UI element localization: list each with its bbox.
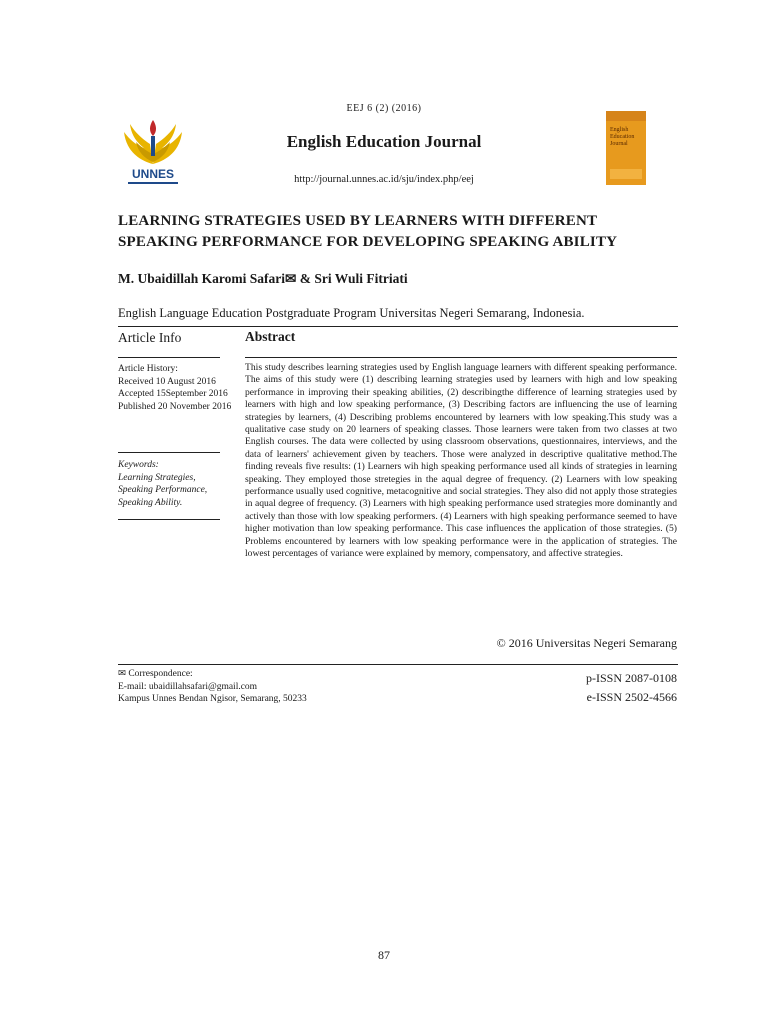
issn-block: [520, 669, 677, 707]
keyword: Speaking Performance,: [118, 485, 208, 495]
svg-text:UNNES: UNNES: [131, 167, 175, 181]
history-label: Article History:: [118, 364, 178, 374]
article-history: [118, 363, 233, 413]
copyright: © 2016 Universitas Negeri Semarang: [496, 636, 677, 650]
journal-url[interactable]: http://journal.unnes.ac.id/sju/index.php/eej: [294, 174, 474, 185]
e-issn: e-ISSN 2502-4566: [586, 690, 677, 704]
divider: [118, 519, 220, 520]
keyword: Speaking Ability.: [118, 497, 183, 508]
page-number: 87: [378, 948, 390, 962]
journal-cover-image: [606, 111, 646, 185]
journal-title: English Education Journal: [286, 132, 482, 151]
unnes-logo: [120, 112, 186, 188]
affiliation: English Language Education Postgraduate Program Universitas Negeri Semarang, Indonesia.: [118, 306, 585, 320]
p-issn: p-ISSN 2087-0108: [585, 671, 677, 685]
divider: [118, 452, 220, 453]
svg-text:Journal: Journal: [610, 141, 628, 147]
divider: [118, 664, 678, 665]
svg-text:Education: Education: [610, 134, 635, 140]
journal-issue: EEJ 6 (2) (2016): [346, 103, 422, 114]
abstract-text: This study describes learning strategies used by English language learners with different speaking performance. The aims of this study were (1) describing learning strategies used by learners with high and low speaking performance in improving their speaking abilities, (2) describingthe difference of learning strategies used by learners with high and low speaking performance, (3) Describing factors are influencing the use of learning strategies by learners, (4) Describing problems encountered by learners with low speaking.This study was a qualitative case study on 20 learners of speaking classes. Those learners were taken from two classes at two English courses. The data were collected by using classroom observations, questionnaires, interviews, and the data of learners' achievement given by teachers. Those were analyzed in descriptive qualitative method.The finding reveals five results: (1) Learners wih high speaking performance used all kinds of strategies in learning speaking. They employed those stretegies in the aqual degree of frequency. (2) Learners with low speaking performance usually used cognitive, metacognitive and social strategies. They also did not apply those strategies in aqual degree of frequency. (3) Learners with high speaking performance used strategies more dominantly and actively than those with low speaking performers. (4) Learners with high speaking performance seemed to have higher motivation than low speaking performance. This case influences the application of those strategies. (5) Problems encountered by learners with low speaking performance were in the application of strategies. The lowest percentages of variance were explained by memory, compensatory, and affective strategies.: [245, 362, 677, 560]
keywords-label: Keywords:: [118, 460, 159, 470]
svg-text:English: English: [610, 127, 629, 133]
authors: M. Ubaidillah Karomi Safari✉ & Sri Wuli Fitriati: [118, 271, 408, 286]
correspondence: [118, 668, 307, 706]
divider: [118, 326, 678, 327]
abstract-heading: Abstract: [245, 329, 296, 344]
address: Kampus Unnes Bendan Ngisor, Semarang, 50233: [118, 694, 307, 704]
divider: [245, 357, 677, 358]
keywords-block: [118, 459, 233, 509]
accepted-date: Accepted 15September 2016: [118, 389, 228, 399]
keyword: Learning Strategies,: [118, 472, 196, 483]
correspondence-label: ✉ Correspondence:: [118, 669, 193, 679]
received-date: Received 10 August 2016: [118, 376, 216, 387]
published-date: Published 20 November 2016: [118, 401, 232, 412]
divider: [118, 357, 220, 358]
paper-title: LEARNING STRATEGIES USED BY LEARNERS WITH DIFFERENT SPEAKING PERFORMANCE FOR DEVELOPING SPEAKING ABILITY: [118, 213, 618, 250]
article-info-heading: Article Info: [118, 330, 182, 345]
email[interactable]: E-mail: ubaidillahsafari@gmail.com: [118, 681, 258, 692]
